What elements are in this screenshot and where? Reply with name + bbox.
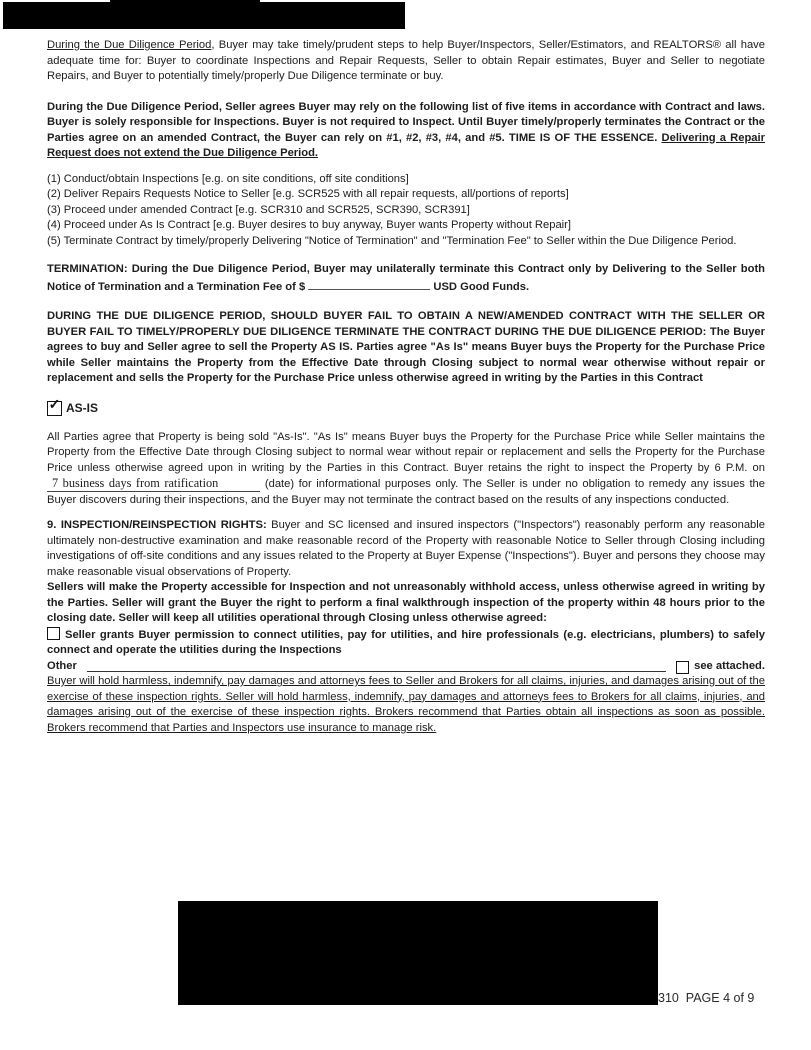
list-item: (3) Proceed under amended Contract [e.g. SCR310 and SCR525, SCR390, SCR391]: [47, 203, 470, 216]
see-attached-label: see attached.: [694, 659, 765, 672]
paragraph-five-items: [47, 100, 765, 162]
other-fill-field[interactable]: [87, 659, 666, 672]
termination-text-after-blank: USD Good Funds.: [430, 280, 530, 293]
page-number-label: 310 PAGE 4 of 9: [658, 991, 755, 1005]
repair-request-underlined-text: Delivering a Repair Request does not extend the Due Diligence Period.: [47, 131, 765, 159]
contract-body: [47, 38, 765, 736]
as-is-label: AS-IS: [66, 401, 99, 415]
paragraph-during-dd-as-is: DURING THE DUE DILIGENCE PERIOD, SHOULD BUYER FAIL TO OBTAIN A NEW/AMENDED CONTRACT WITH THE SELLER OR BUYER FAIL TO TIMELY/PROPERLY DUE DILIGENCE TERMINATE THE CONTRACT DURING THE DUE DILIGENCE PERIOD: The Buyer agrees to buy and Seller agree to sell the Property AS IS. Parties agree "As Is" means Buyer buys the Property for the Purchase Price while Seller maintains the Property from the Effective Date through Closing subject to normal wear otherwise without repair or replacement and sells the Property for the Purchase Price unless otherwise agreed in writing by the Parties in this Contract: [47, 310, 765, 384]
termination-text-before-blank: TERMINATION: During the Due Diligence Period, Buyer may unilaterally terminate this Contract only by Delivering to the Seller both Notice of Termination and a Termination Fee of $: [47, 263, 765, 293]
paragraph-hold-harmless: Buyer will hold harmless, indemnify, pay damages and attorneys fees to Seller and Brokers for all claims, injuries, and damages arising out of the exercise of these inspection rights. Seller will hold harmless, indemnify, pay damages and attorneys fees to Brokers for all claims, injuries, and damages arising out of the exercise of these inspection rights. Brokers recommend that Parties obtain all inspections as soon as possible. Brokers recommend that Parties and Inspectors use insurance to manage risk.: [47, 675, 765, 734]
list-item: (1) Conduct/obtain Inspections [e.g. on site conditions, off site conditions]: [47, 172, 409, 185]
utilities-permission-label: Seller grants Buyer permission to connect utilities, pay for utilities, and hire professionals (e.g. electricians, plumbers) to safely connect and operate the utilities during the Inspections: [47, 628, 765, 656]
paragraph-due-diligence-intro: [47, 38, 765, 85]
five-items-list: [47, 172, 765, 250]
five-items-text: During the Due Diligence Period, Seller agrees Buyer may rely on the following list of five items in accordance with Contract and laws. Buyer is solely responsible for Inspections. Buyer is not required to Inspect. Until Buyer timely/properly terminates the Contract or the Parties agree on an amended Contract, the Buyer can rely on #1, #2, #3, #4, and #5. TIME IS OF THE ESSENCE.: [47, 100, 765, 144]
redaction-bar-top: [3, 2, 405, 29]
list-item: (4) Proceed under As Is Contract [e.g. Buyer desires to buy anyway, Buyer wants Property without Repair]: [47, 219, 571, 231]
paragraph-termination: [47, 262, 765, 295]
paragraph-sellers-access: Sellers will make the Property accessible for Inspection and not unreasonably withhold access, unless otherwise agreed in writing by the Parties. Seller will grant the Buyer the right to perform a final walkthrough inspection of the property within 48 hours prior to the closing date. Seller will keep all utilities operational through Closing unless otherwise agreed:: [47, 581, 765, 624]
all-parties-text-after-fill: (date) for informational purposes only. The Seller is under no obligation to remedy any issues the Buyer discovers during their inspections, and the Buyer may not terminate the contract based on the results of any inspections conducted.: [47, 478, 766, 506]
due-diligence-period-underlined-text: During the Due Diligence Period: [47, 39, 212, 51]
termination-fee-blank-field[interactable]: [308, 278, 430, 290]
check-icon: ✓: [48, 395, 61, 412]
inspection-date-fill-field[interactable]: 7 business days from ratification: [47, 476, 260, 492]
utilities-permission-row: [47, 627, 765, 659]
list-item: (5) Terminate Contract by timely/properly Delivering "Notice of Termination" and "Termination Fee" to Seller within the Due Diligence Period.: [47, 234, 737, 247]
other-label: Other: [47, 659, 77, 672]
as-is-checkbox-row: [47, 395, 765, 416]
see-attached-checkbox[interactable]: [676, 661, 689, 674]
utilities-permission-checkbox[interactable]: [47, 627, 60, 640]
all-parties-text-before-fill: All Parties agree that Property is being sold "As-Is". "As Is" means Buyer buys the Property for the Purchase Price while Seller maintains the Property from the Effective Date through Closing subject to normal wear without repair or replacement and sells the Property for the Purchase Price unless otherwise agreed upon in writing by the Parties in this Contract. Buyer retains the right to inspect the Property by 6 P.M. on: [47, 430, 765, 474]
paragraph-section9-inspection-rights: [47, 518, 765, 580]
list-item: (2) Deliver Repairs Requests Notice to Seller [e.g. SCR525 with all repair requests, all/portions of reports]: [47, 188, 569, 200]
section9-body-text: Buyer and SC licensed and insured inspectors ("Inspectors") reasonably perform any reasonable ultimately non-destructive examination and make reasonable record of the Property with reasonable Notice to Seller through Closing including investigations of off-site conditions and any issues related to the Property at Buyer Expense ("Inspections"). Buyer and persons they choose may make reasonable visual observations of Property.: [47, 519, 765, 578]
other-row: [47, 659, 765, 675]
paragraph-all-parties-as-is: [47, 430, 765, 509]
as-is-checkbox[interactable]: [47, 395, 62, 416]
section9-heading: 9. INSPECTION/REINSPECTION RIGHTS:: [47, 519, 272, 531]
redaction-box-bottom: [178, 901, 658, 1005]
due-diligence-intro-text: , Buyer may take timely/prudent steps to help Buyer/Inspectors, Seller/Estimators, and REALTORS® all have adequate time for: Buyer to coordinate Inspections and Repair Requests, Seller to obtain Repair estimates, Buyer and Seller to negotiate Repairs, and Buyer to potentially timely/properly Due Diligence terminate or buy.: [47, 39, 765, 82]
